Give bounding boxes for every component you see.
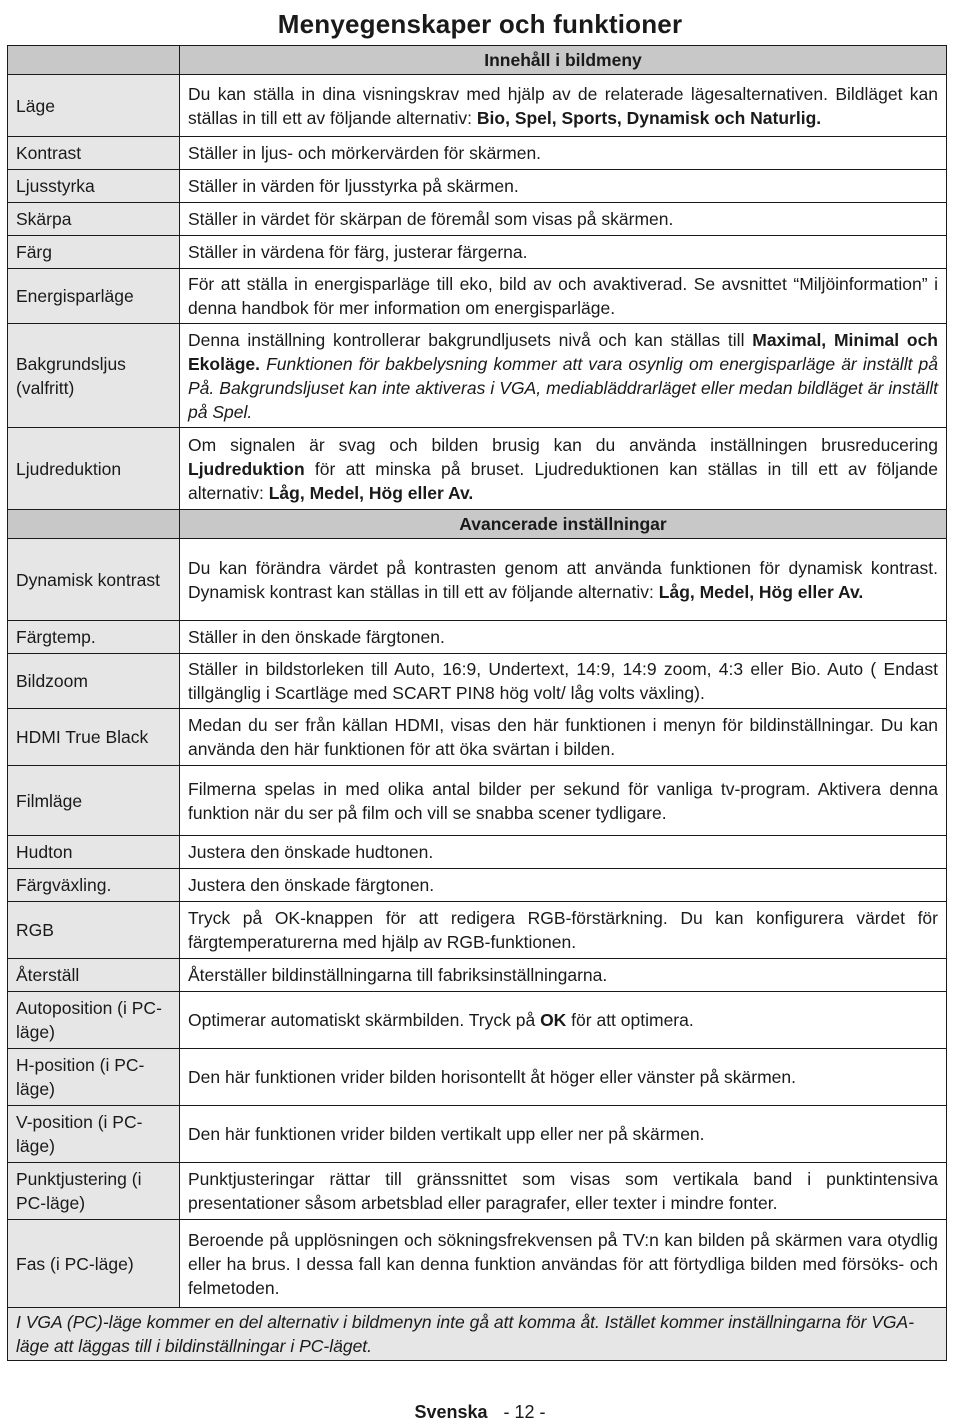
- row-description: [180, 1220, 947, 1308]
- table-row: [8, 992, 947, 1049]
- page-title: Menyegenskaper och funktioner: [277, 9, 683, 39]
- row-description: [180, 269, 947, 324]
- table-row: [8, 766, 947, 836]
- table-row: [8, 324, 947, 428]
- row-label: Ljusstyrka: [8, 170, 180, 203]
- description-text-run: Återställer bildinställningarna till fabriksinställningarna.: [188, 965, 608, 985]
- table-row: [8, 902, 947, 959]
- row-description: [180, 75, 947, 137]
- note-row: [8, 1308, 947, 1361]
- row-description: [180, 1163, 947, 1220]
- row-description: [180, 137, 947, 170]
- description-text-run: Punktjusteringar rättar till gränssnittet som visas som vertikala band i punktintensiva presentationer såsom arbetsblad eller paragrafer, eller texter i mindre fonter.: [188, 1169, 938, 1213]
- table-row: [8, 137, 947, 170]
- row-label: Energisparläge: [8, 269, 180, 324]
- row-description: [180, 869, 947, 902]
- page-number: - 12 -: [503, 1402, 546, 1422]
- description-text-run: Beroende på upplösningen och sökningsfrekvensen på TV:n kan bilden på skärmen vara otydlig eller ha brus. I dessa fall kan denna funktion användas för att förtydliga bilden med försöks- och felmetoden.: [188, 1229, 938, 1298]
- row-label: Färgväxling.: [8, 869, 180, 902]
- table-row: [8, 836, 947, 869]
- table-row: [8, 269, 947, 324]
- row-label: HDMI True Black: [8, 709, 180, 766]
- table-row: [8, 1106, 947, 1163]
- description-text-run: Justera den önskade hudtonen.: [188, 842, 434, 862]
- table-row: [8, 621, 947, 654]
- table-row: [8, 75, 947, 137]
- description-text-run: Du kan förändra värdet på kontrasten genom att använda funktionen för dynamisk kontrast. Dynamisk kontrast kan ställas in till ett av följande alternativ:: [188, 557, 938, 602]
- row-label: Punktjustering (i PC-läge): [8, 1163, 180, 1220]
- row-label: V-position (i PC-läge): [8, 1106, 180, 1163]
- row-description: [180, 539, 947, 621]
- row-label: Ljudreduktion: [8, 428, 180, 510]
- description-text-run: Ljudreduktion: [188, 458, 305, 479]
- description-text-run: för att minska på bruset. Ljudreduktionen kan ställas in till ett av följande alternativ:: [188, 458, 938, 503]
- description-text-run: Medan du ser från källan HDMI, visas den här funktionen i menyn för bildinställningar. Du kan använda den här funktionen för att öka svärtan i bilden.: [188, 715, 938, 759]
- row-label: Bildzoom: [8, 654, 180, 709]
- row-label: Bakgrundsljus (valfritt): [8, 324, 180, 428]
- description-text-run: OK: [540, 1010, 567, 1030]
- row-description: [180, 836, 947, 869]
- row-label: Läge: [8, 75, 180, 137]
- section-header-advanced: Avancerade inställningar: [180, 510, 947, 539]
- table-row: [8, 869, 947, 902]
- description-text-run: Tryck på OK-knappen för att redigera RGB-förstärkning. Du kan konfigurera värdet för färgtemperaturerna med hjälp av RGB-funktionen.: [188, 908, 938, 952]
- footer-language: Svenska: [414, 1402, 488, 1422]
- table-row: [8, 170, 947, 203]
- row-description: [180, 992, 947, 1049]
- description-text-run: Ställer in värden för ljusstyrka på skärmen.: [188, 176, 519, 196]
- description-text-run: Bio, Spel, Sports, Dynamisk och Naturlig.: [476, 107, 822, 128]
- row-description: [180, 170, 947, 203]
- row-label: Kontrast: [8, 137, 180, 170]
- table-row: [8, 236, 947, 269]
- description-text-run: Ställer in bildstorleken till Auto, 16:9, Undertext, 14:9, 14:9 zoom, 4:3 eller Bio. Auto ( Endast tillgänglig i Scartläge med SCART PIN8 hög volt/ låg volts växling).: [188, 659, 938, 703]
- row-description: [180, 766, 947, 836]
- section-header-row-picture: [8, 46, 947, 75]
- description-text-run: för att optimera.: [566, 1010, 694, 1030]
- table-row: [8, 203, 947, 236]
- row-label: Återställ: [8, 959, 180, 992]
- row-description: [180, 236, 947, 269]
- description-text-run: För att ställa in energisparläge till eko, bild av och avaktiverad. Se avsnittet “Miljöinformation” i denna handbok för mer information om energisparläge.: [188, 274, 938, 318]
- row-label: Filmläge: [8, 766, 180, 836]
- description-text-run: Funktionen för bakbelysning kommer att vara osynlig om energisparläge är inställt på På. Bakgrundsljuset kan inte aktiveras i VGA, mediabläddrarläget eller medan bildläget är inställt på Spel.: [188, 353, 938, 422]
- row-label: Autoposition (i PC-läge): [8, 992, 180, 1049]
- row-description: [180, 203, 947, 236]
- page-footer: [0, 1400, 960, 1424]
- description-text-run: Om signalen är svag och bilden brusig kan du använda inställningen brusreducering: [188, 434, 938, 455]
- description-text-run: Du kan ställa in dina visningskrav med hjälp av de relaterade lägesalternativen. Bildläget kan ställas in till ett av följande alternativ:: [188, 83, 938, 128]
- section-header-blank-cell: [8, 46, 180, 75]
- row-description: [180, 709, 947, 766]
- row-description: [180, 428, 947, 510]
- row-description: [180, 902, 947, 959]
- table-row: [8, 959, 947, 992]
- description-text-run: Maximal, Minimal och Ekoläge.: [188, 329, 939, 374]
- section-header-row-advanced: [8, 510, 947, 539]
- row-description: [180, 654, 947, 709]
- description-text-run: Den här funktionen vrider bilden vertikalt upp eller ner på skärmen.: [188, 1124, 705, 1144]
- description-text-run: Låg, Medel, Hög eller Av.: [268, 482, 474, 503]
- description-text-run: Låg, Medel, Hög eller Av.: [658, 581, 864, 602]
- row-description: [180, 959, 947, 992]
- row-description: [180, 324, 947, 428]
- table-row: [8, 709, 947, 766]
- description-text-run: Den här funktionen vrider bilden horisontellt åt höger eller vänster på skärmen.: [188, 1067, 796, 1087]
- row-label: RGB: [8, 902, 180, 959]
- row-label: Färg: [8, 236, 180, 269]
- row-description: [180, 1106, 947, 1163]
- table-row: [8, 539, 947, 621]
- description-text-run: Denna inställning kontrollerar bakgrundljusets nivå och kan ställas till: [188, 329, 753, 350]
- section-header-blank-cell: [8, 510, 180, 539]
- row-label: Dynamisk kontrast: [8, 539, 180, 621]
- table-row: [8, 1220, 947, 1308]
- description-text-run: Filmerna spelas in med olika antal bilder per sekund för vanliga tv-program. Aktivera denna funktion när du ser på film och vill se snabba scener tydligare.: [188, 778, 938, 823]
- row-description: [180, 1049, 947, 1106]
- description-text-run: Ställer in värdet för skärpan de föremål som visas på skärmen.: [188, 209, 674, 229]
- table-body: [8, 46, 947, 1361]
- description-text-run: Optimerar automatiskt skärmbilden. Tryck på: [188, 1010, 541, 1030]
- vga-note: I VGA (PC)-läge kommer en del alternativ i bildmenyn inte gå att komma åt. Istället kommer inställningarna för VGA-läge att läggas till i bildinställningar i PC-läget.: [8, 1308, 947, 1361]
- row-label: Hudton: [8, 836, 180, 869]
- description-text-run: Ställer in värdena för färg, justerar färgerna.: [188, 242, 528, 262]
- row-label: Fas (i PC-läge): [8, 1220, 180, 1308]
- row-label: H-position (i PC-läge): [8, 1049, 180, 1106]
- description-text-run: Justera den önskade färgtonen.: [188, 875, 435, 895]
- table-row: [8, 654, 947, 709]
- table-row: [8, 1049, 947, 1106]
- menu-features-table: [7, 45, 947, 1361]
- table-row: [8, 428, 947, 510]
- description-text-run: Ställer in den önskade färgtonen.: [188, 627, 445, 647]
- description-text-run: Ställer in ljus- och mörkervärden för skärmen.: [188, 143, 542, 163]
- section-header-picture: Innehåll i bildmeny: [180, 46, 947, 75]
- row-description: [180, 621, 947, 654]
- row-label: Färgtemp.: [8, 621, 180, 654]
- table-row: [8, 1163, 947, 1220]
- row-label: Skärpa: [8, 203, 180, 236]
